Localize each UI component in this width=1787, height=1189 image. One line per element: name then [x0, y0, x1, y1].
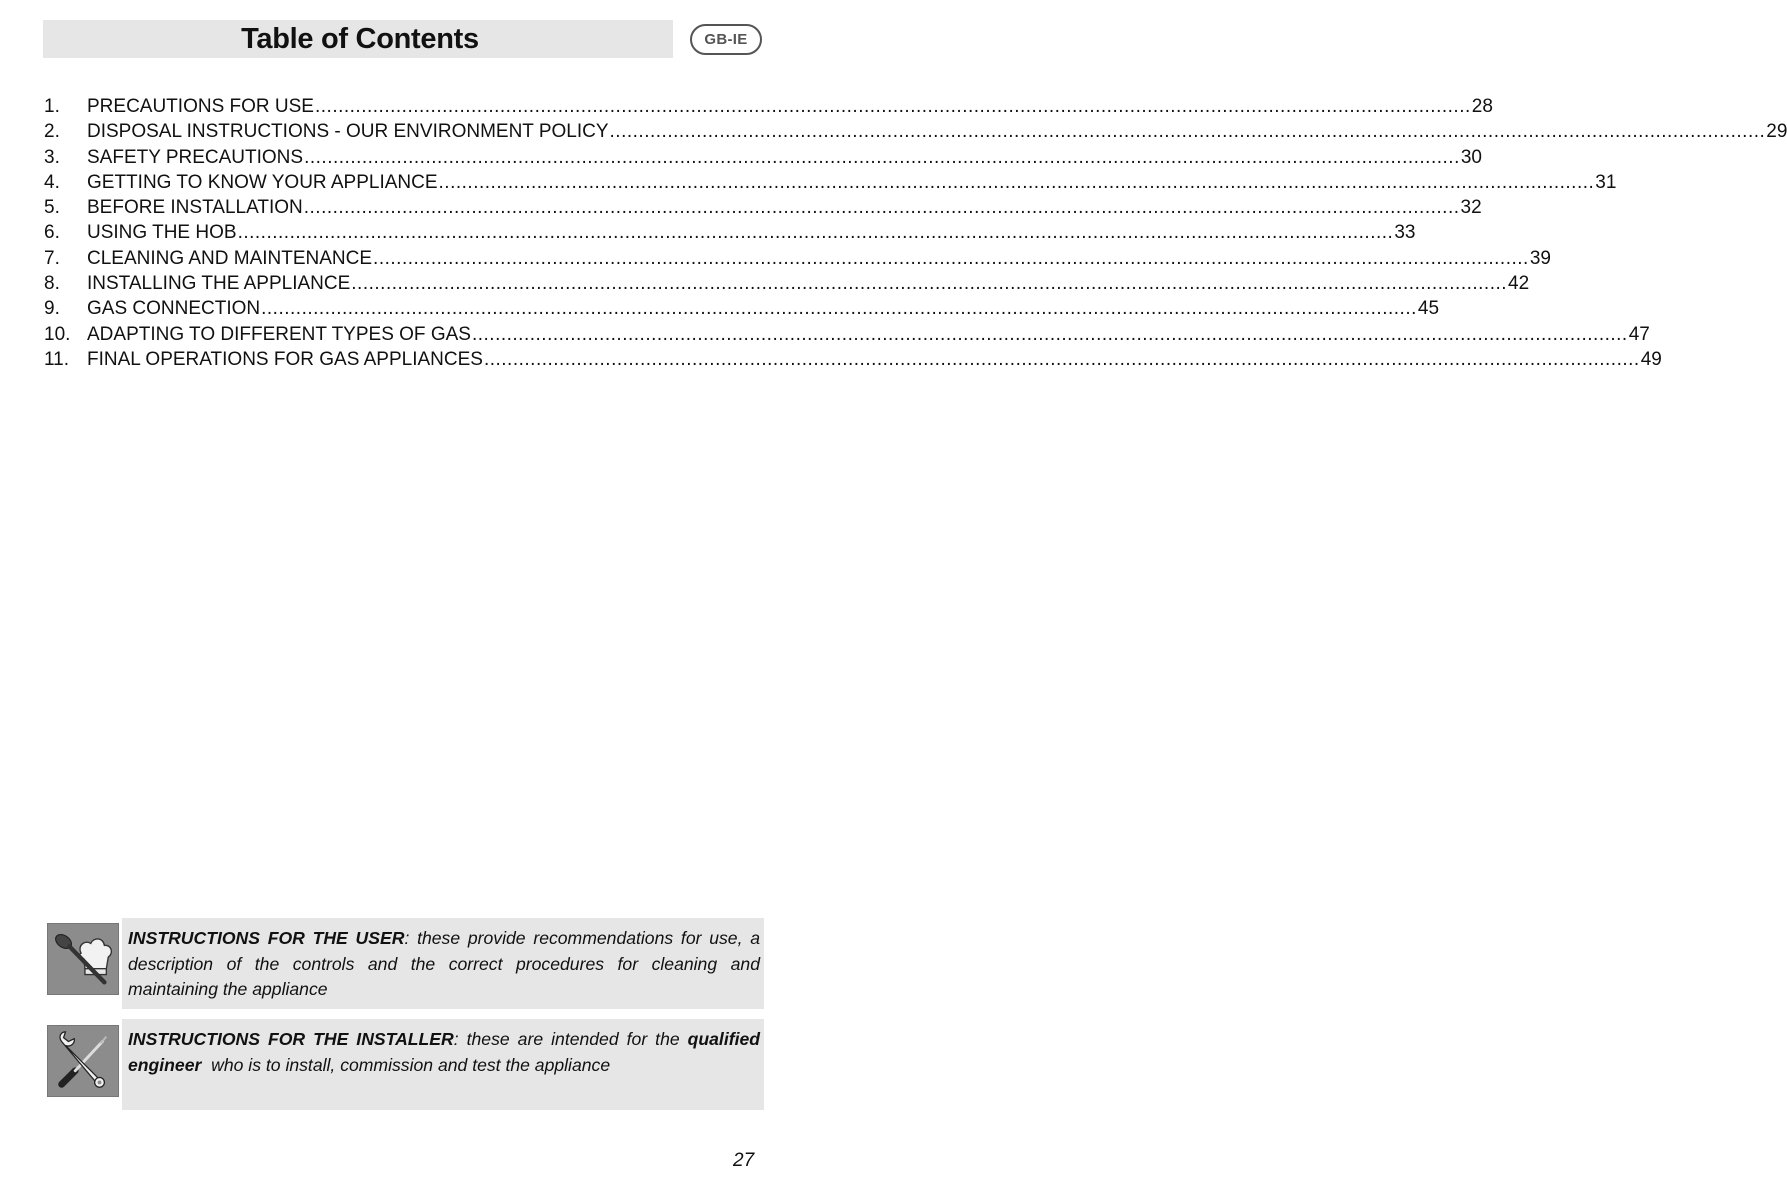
toc-leader-dots: ........................................................................................................................................................................................................	[483, 348, 1640, 370]
toc-entry-number: 9.	[44, 298, 60, 320]
toc-entry-title: INSTALLING THE APPLIANCE	[87, 273, 351, 295]
toc-entry-number: 4.	[44, 171, 60, 193]
toc-entry	[44, 347, 1662, 372]
toc-entry	[44, 322, 1650, 347]
toc-entry-page: 39	[1529, 247, 1551, 269]
toc-entry	[44, 271, 1530, 296]
toc-entry	[44, 246, 1551, 271]
toc-entry	[44, 296, 1440, 321]
toc-entry	[44, 220, 1416, 245]
wrench-screwdriver-icon	[47, 1025, 119, 1097]
installer-note-text-after: who is to install, commission and test the appliance	[201, 1054, 611, 1075]
toc-leader-dots: ........................................................................................................................................................................................................	[609, 121, 1766, 143]
user-note-heading: INSTRUCTIONS FOR THE USER	[128, 928, 405, 948]
toc-entry-title: ADAPTING TO DIFFERENT TYPES OF GAS	[87, 323, 471, 345]
toc-entry	[44, 145, 1482, 170]
installer-note-emphasis: qualified engineer	[128, 1029, 760, 1075]
toc-leader-dots: ........................................................................................................................................................................................................	[314, 96, 1471, 117]
toc-entry-title: SAFETY PRECAUTIONS	[87, 146, 304, 168]
toc-leader-dots: ........................................................................................................................................................................................................	[351, 273, 1508, 295]
installer-note-heading: INSTRUCTIONS FOR THE INSTALLER	[128, 1029, 454, 1049]
toc-leader-dots: ........................................................................................................................................................................................................	[471, 323, 1628, 345]
toc-entry-title: USING THE HOB	[87, 222, 237, 244]
language-badge: GB-IE	[690, 24, 762, 55]
toc-entry-page: 33	[1394, 222, 1416, 244]
toc-entry-title: GAS CONNECTION	[87, 298, 261, 320]
toc-entry-number: 7.	[44, 247, 60, 269]
toc-leader-dots: ........................................................................................................................................................................................................	[303, 197, 1460, 219]
toc-entry-title: FINAL OPERATIONS FOR GAS APPLIANCES	[87, 348, 483, 370]
toc-entry-title: BEFORE INSTALLATION	[87, 197, 303, 219]
toc-entry-page: 30	[1460, 146, 1482, 168]
toc-entry-page: 31	[1595, 171, 1617, 193]
toc-entry-number: 6.	[44, 222, 60, 244]
page-number: 27	[733, 1150, 755, 1171]
installer-note-text-before: : these are intended for the	[453, 1029, 688, 1049]
toc-entry-number: 8.	[44, 273, 60, 295]
installer-instructions-note	[122, 1019, 764, 1110]
toc-entry-number: 1.	[44, 96, 60, 117]
toc-leader-dots: ........................................................................................................................................................................................................	[304, 146, 1460, 168]
table-of-contents	[44, 94, 1787, 372]
toc-leader-dots: ........................................................................................................................................................................................................	[438, 171, 1595, 193]
toc-entry-number: 11.	[44, 348, 70, 370]
toc-entry-page: 49	[1640, 348, 1662, 370]
page-title: Table of Contents	[241, 22, 479, 55]
toc-entry-page: 45	[1417, 298, 1440, 320]
toc-entry-page: 28	[1471, 96, 1493, 117]
toc-entry-number: 3.	[44, 146, 60, 168]
user-instructions-note	[122, 918, 764, 1009]
toc-leader-dots: ........................................................................................................................................................................................................	[373, 247, 1529, 269]
toc-entry	[44, 94, 1493, 119]
toc-entry-page: 42	[1508, 273, 1530, 295]
toc-entry-page: 29	[1766, 121, 1787, 143]
toc-entry-title: GETTING TO KNOW YOUR APPLIANCE	[87, 171, 438, 193]
toc-entry-page: 47	[1628, 323, 1650, 345]
toc-entry	[44, 195, 1482, 220]
toc-entry-number: 5.	[44, 197, 60, 219]
title-bar	[43, 20, 673, 58]
toc-entry	[44, 119, 1787, 144]
toc-entry-title: DISPOSAL INSTRUCTIONS - OUR ENVIRONMENT POLICY	[87, 121, 609, 143]
chef-spoon-icon	[47, 923, 119, 995]
toc-entry-number: 10.	[44, 323, 71, 345]
toc-entry-title: PRECAUTIONS FOR USE	[87, 96, 314, 117]
toc-leader-dots: ........................................................................................................................................................................................................	[237, 222, 1394, 244]
toc-entry-number: 2.	[44, 121, 60, 143]
toc-leader-dots: ........................................................................................................................................................................................................	[261, 298, 1417, 320]
toc-entry-page: 32	[1460, 197, 1482, 219]
toc-entry	[44, 170, 1617, 195]
user-note-text: : these provide recommendations for use, a description of the controls and the correct procedures for cleaning and maintaining the appliance	[128, 928, 761, 999]
toc-entry-title: CLEANING AND MAINTENANCE	[87, 247, 373, 269]
